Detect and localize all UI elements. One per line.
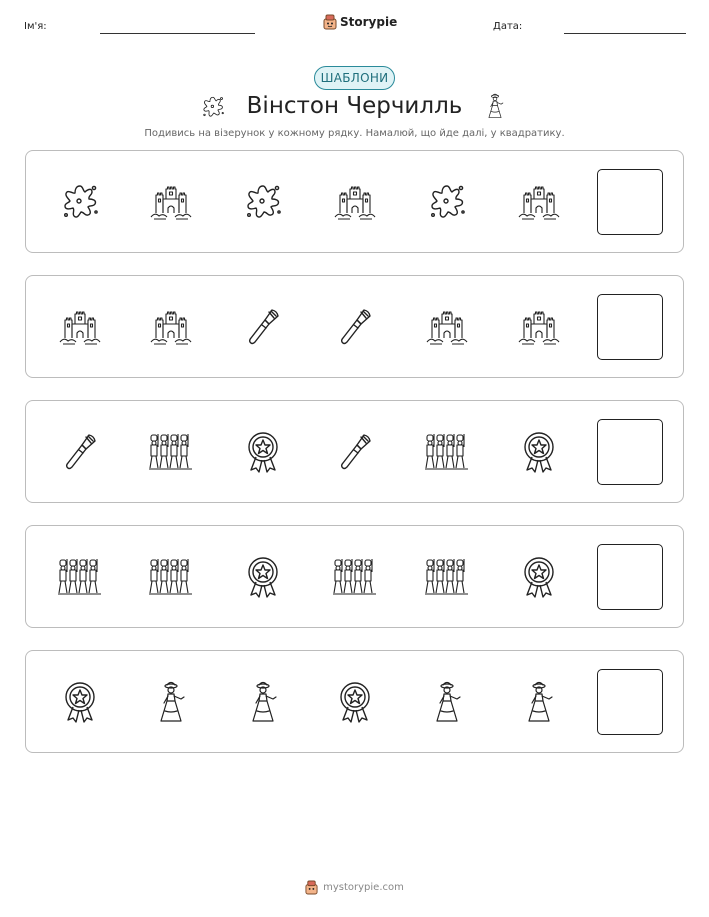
page-title: Вінстон Черчилль (246, 93, 463, 119)
pattern-cell (148, 304, 194, 350)
name-label: Ім'я: (24, 21, 47, 32)
lady-icon (516, 679, 562, 725)
medal-icon (516, 554, 562, 600)
footer-url[interactable]: mystorypie.com (323, 882, 404, 893)
pattern-row-3 (25, 400, 684, 503)
soldiers-icon (57, 554, 103, 600)
soldiers-icon (424, 429, 470, 475)
medal-icon (240, 429, 286, 475)
medal-icon (240, 554, 286, 600)
lady-icon (481, 91, 509, 121)
pattern-cell (148, 429, 194, 475)
pattern-cell (516, 679, 562, 725)
pattern-cell (240, 304, 286, 350)
pattern-cell (424, 554, 470, 600)
pattern-cell (332, 304, 378, 350)
pattern-cell (516, 304, 562, 350)
pattern-cell (57, 179, 103, 225)
pattern-cell (240, 554, 286, 600)
pattern-cell (57, 554, 103, 600)
name-line (100, 33, 255, 34)
brush-icon (332, 304, 378, 350)
castle-icon (424, 304, 470, 350)
pattern-cell (148, 554, 194, 600)
pattern-cell (332, 429, 378, 475)
soldiers-icon (424, 554, 470, 600)
answer-box[interactable] (597, 419, 663, 485)
pattern-cell (332, 179, 378, 225)
castle-icon (148, 179, 194, 225)
pattern-cell (57, 429, 103, 475)
soldiers-icon (148, 429, 194, 475)
brand-name: Storypie (340, 15, 398, 29)
pattern-cell (240, 679, 286, 725)
pattern-cell (57, 304, 103, 350)
medal-icon (57, 679, 103, 725)
pattern-row-4 (25, 525, 684, 628)
answer-box[interactable] (597, 169, 663, 235)
pattern-cell (516, 179, 562, 225)
soldiers-icon (332, 554, 378, 600)
pattern-cell (57, 679, 103, 725)
pattern-cell (424, 179, 470, 225)
date-line (564, 33, 686, 34)
brush-icon (240, 304, 286, 350)
footer (0, 880, 709, 895)
castle-icon (57, 304, 103, 350)
pattern-cell (332, 679, 378, 725)
splash-icon (57, 179, 103, 225)
splash-icon (240, 179, 286, 225)
castle-icon (148, 304, 194, 350)
pattern-row-5 (25, 650, 684, 753)
pattern-cell (424, 304, 470, 350)
date-label: Дата: (493, 21, 523, 32)
pattern-cell (516, 554, 562, 600)
answer-box[interactable] (597, 544, 663, 610)
storypie-logo-icon (305, 880, 318, 895)
lady-icon (424, 679, 470, 725)
brand-logo (323, 14, 397, 30)
pattern-cell (332, 554, 378, 600)
pattern-cell (240, 179, 286, 225)
brush-icon (332, 429, 378, 475)
pattern-cell (148, 179, 194, 225)
lady-icon (240, 679, 286, 725)
castle-icon (332, 179, 378, 225)
answer-box[interactable] (597, 669, 663, 735)
pattern-cell (424, 679, 470, 725)
category-badge: ШАБЛОНИ (314, 66, 395, 90)
pattern-cell (424, 429, 470, 475)
splash-icon (424, 179, 470, 225)
medal-icon (516, 429, 562, 475)
soldiers-icon (148, 554, 194, 600)
pattern-cell (240, 429, 286, 475)
answer-box[interactable] (597, 294, 663, 360)
medal-icon (332, 679, 378, 725)
pattern-row-2 (25, 275, 684, 378)
pattern-cell (516, 429, 562, 475)
instruction-text: Подивись на візерунок у кожному рядку. Намалюй, що йде далі, у квадратику. (144, 128, 565, 139)
brush-icon (57, 429, 103, 475)
pattern-cell (148, 679, 194, 725)
lady-icon (148, 679, 194, 725)
castle-icon (516, 304, 562, 350)
pattern-row-1 (25, 150, 684, 253)
storypie-logo-icon (323, 14, 337, 30)
castle-icon (516, 179, 562, 225)
